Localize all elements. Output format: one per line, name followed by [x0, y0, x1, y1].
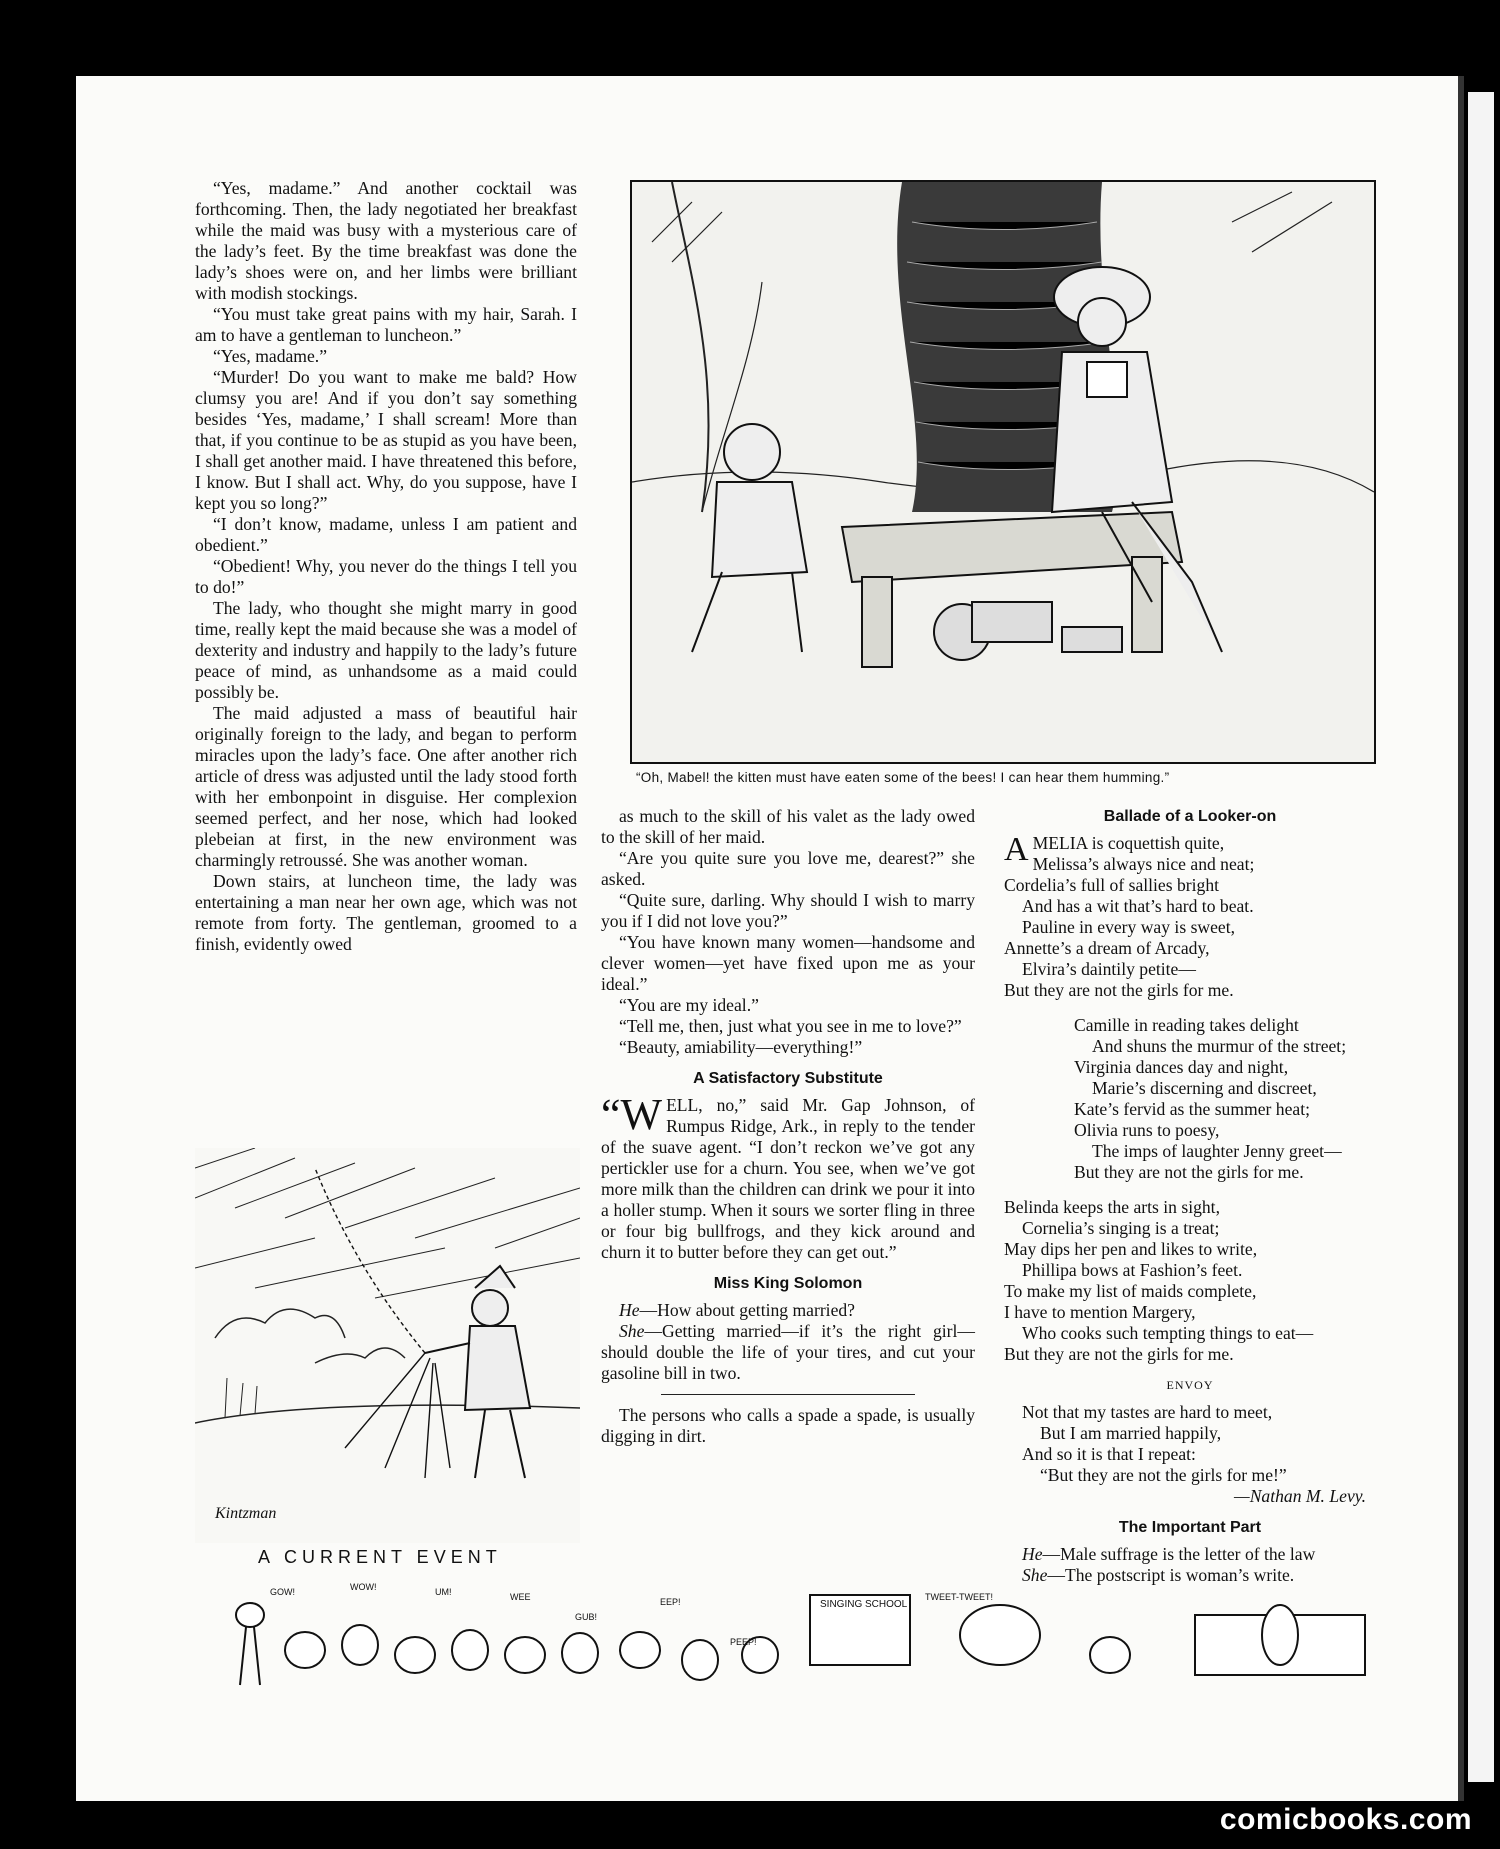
- adjacent-page-strip: [1468, 92, 1494, 1782]
- poem-line: But they are not the girls for me.: [1004, 1344, 1234, 1364]
- tree-bench-illustration: [630, 180, 1376, 764]
- ballade-title: Ballade of a Looker-on: [1103, 808, 1277, 825]
- poem-line: Kate’s fervid as the summer heat;: [1074, 1099, 1310, 1119]
- poem-line: May dips her pen and likes to write,: [1004, 1239, 1258, 1259]
- bird-sound-2: WOW!: [350, 1582, 377, 1592]
- ballade-stanza-1: [1004, 833, 1376, 1001]
- bird-sound-5: GUB!: [575, 1612, 598, 1622]
- watermark: comicbooks.com: [1219, 1803, 1472, 1836]
- substitute-dropcap: “W: [601, 1090, 663, 1139]
- top-illustration-caption: “Oh, Mabel! the kitten must have eaten some of the bees! I can hear them humming.”: [636, 770, 1170, 785]
- poem-line: Not that my tastes are hard to meet,: [1022, 1402, 1273, 1422]
- lightning-bolts: [315, 1168, 450, 1478]
- poem-line: [1004, 854, 1376, 875]
- poem-line: [1004, 980, 1376, 1001]
- tree-bench-drawing: [632, 182, 1374, 762]
- story-paragraph: as much to the skill of his valet as the lady owed to the skill of her maid.: [601, 806, 975, 847]
- substitute-text: ELL, no,” said Mr. Gap Johnson, of Rumpus Ridge, Ark., in reply to the tender of the suave agent. “I don’t reckon we’ve got any pertickler use for a churn. You see, when we’ve got more milk than the children can drink we pour it into a holler stump. When it sours we sorter fling in three or four big bullfrogs, and they kick around and churn it to butter before they can get out.”: [601, 1095, 975, 1262]
- story-paragraph: “Yes, madame.” And another cocktail was forthcoming. Then, the lady negotiated her breakfast while the maid was busy with a mysterious care of the lady’s feet. By the time breakfast was done the lady’s shoes were on, and her limbs were brilliant with modish stockings.: [195, 178, 577, 303]
- story-paragraph: Down stairs, at luncheon time, the lady was entertaining a man near her own age, which was not remote from forty. The gentleman, groomed to a finish, evidently owed: [195, 871, 577, 954]
- bird-sound-6: EEP!: [660, 1597, 681, 1607]
- poem-line: [1004, 875, 1376, 896]
- story-paragraph: The maid adjusted a mass of beautiful hair originally foreign to the lady, and began to perform miracles upon the lady’s face. One after another rich article of dress was adjusted until the lady stood forth with her embonpoint in disguise. Her complexion seemed perfect, and her nose, which had looked plebeian at first, in the new environment was charmingly retroussé. She was another woman.: [195, 703, 577, 870]
- bird-sound-7: PEEP!: [730, 1637, 757, 1647]
- poem-line: [1004, 917, 1376, 938]
- poem-line-text: Melissa’s always nice and neat;: [1032, 854, 1255, 874]
- solomon-title: Miss King Solomon: [713, 1275, 863, 1292]
- poem-line: Olivia runs to poesy,: [1074, 1120, 1220, 1140]
- poem-column: [1004, 806, 1376, 1586]
- important-title: The Important Part: [1118, 1519, 1262, 1536]
- poem-line: Marie’s discerning and discreet,: [1092, 1078, 1317, 1098]
- envoy-stanza: [1004, 1402, 1376, 1486]
- story-paragraph: “You have known many women—handsome and clever women—yet have fixed upon me as your ideal.”: [601, 932, 975, 994]
- bird-sound-3: UM!: [435, 1587, 452, 1597]
- story-paragraph: “Obedient! Why, you never do the things I tell you to do!”: [195, 556, 577, 597]
- envoy-label: ENVOY: [1166, 1378, 1214, 1392]
- poem-line-text: MELIA is coquettish quite,: [1032, 833, 1225, 853]
- poem-line: Belinda keeps the arts in sight,: [1004, 1197, 1220, 1217]
- singing-school-sign: SINGING SCHOOL: [820, 1599, 908, 1610]
- poem-line: [1004, 938, 1376, 959]
- singing-school-border: [210, 1575, 1375, 1713]
- poem-line-text: Elvira’s daintily petite—: [1022, 959, 1196, 979]
- man-with-kite: [425, 1266, 530, 1478]
- story-column-1: [195, 178, 577, 955]
- poem-line: Virginia dances day and night,: [1074, 1057, 1289, 1077]
- solomon-line-she: She—Getting married—if it’s the right girl—should double the life of your tires, and cut your gasoline bill in two.: [601, 1321, 975, 1383]
- current-event-illustration: [195, 1148, 580, 1543]
- current-event-drawing: [195, 1148, 580, 1543]
- page-edge: [1458, 76, 1464, 1801]
- poem-signature: —Nathan M. Levy.: [1234, 1486, 1366, 1506]
- poem-line: Camille in reading takes delight: [1074, 1015, 1299, 1035]
- poem-line: I have to mention Margery,: [1004, 1302, 1196, 1322]
- important-line-she: She—The postscript is woman’s write.: [1022, 1565, 1295, 1585]
- poem-line: [1004, 896, 1376, 917]
- poem-line-text: But they are not the girls for me.: [1004, 980, 1234, 1000]
- story-paragraph: “You must take great pains with my hair, Sarah. I am to have a gentleman to luncheon.”: [195, 304, 577, 345]
- bird-sound-1: GOW!: [270, 1587, 295, 1597]
- poem-line-text: Cordelia’s full of sallies bright: [1004, 875, 1219, 895]
- poem-line-text: And has a wit that’s hard to beat.: [1022, 896, 1254, 916]
- poem-line: And so it is that I repeat:: [1022, 1444, 1196, 1464]
- story-paragraph: “Beauty, amiability—everything!”: [619, 1037, 863, 1057]
- poem-line: [1004, 959, 1376, 980]
- story-paragraph: “Tell me, then, just what you see in me to love?”: [619, 1016, 962, 1036]
- poem-line: The imps of laughter Jenny greet—: [1092, 1141, 1342, 1161]
- story-paragraph: “I don’t know, madame, unless I am patient and obedient.”: [195, 514, 577, 555]
- bird-sound-8: TWEET-TWEET!: [925, 1592, 993, 1602]
- solomon-line-he: He—How about getting married?: [619, 1300, 855, 1320]
- birds-border-drawing: [210, 1575, 1375, 1713]
- bird-sound-4: WEE: [510, 1592, 531, 1602]
- story-column-2: [601, 806, 975, 1447]
- poem-line: To make my list of maids complete,: [1004, 1281, 1257, 1301]
- poem-line-text: Annette’s a dream of Arcady,: [1004, 938, 1210, 958]
- poem-line: Phillipa bows at Fashion’s feet.: [1022, 1260, 1243, 1280]
- poem-line: And shuns the murmur of the street;: [1092, 1036, 1347, 1056]
- substitute-title: A Satisfactory Substitute: [693, 1070, 883, 1087]
- poem-line-text: Pauline in every way is sweet,: [1022, 917, 1236, 937]
- svg-text:Kintzman: Kintzman: [215, 1505, 277, 1522]
- story-paragraph: “You are my ideal.”: [619, 995, 759, 1015]
- current-event-caption: A CURRENT EVENT: [258, 1547, 502, 1567]
- ballade-dropcap: A: [1004, 831, 1029, 868]
- ballade-stanza-2: [1004, 1015, 1376, 1183]
- story-paragraph: “Yes, madame.”: [213, 346, 328, 366]
- poem-line: Cornelia’s singing is a treat;: [1022, 1218, 1220, 1238]
- poem-line: But I am married happily,: [1040, 1423, 1222, 1443]
- story-paragraph: “Murder! Do you want to make me bald? How clumsy you are! And if you don’t say something besides ‘Yes, madame,’ I shall scream! More than that, if you continue to be as stupid as you have been, I shall get another maid. I have threatened this before, I know. But I shall act. Why, do you suppose, have I kept you so long?”: [195, 367, 577, 513]
- story-paragraph: “Are you quite sure you love me, dearest?” she asked.: [601, 848, 975, 889]
- ballade-stanza-3: [1004, 1197, 1376, 1365]
- spade-epigram: The persons who calls a spade a spade, is usually digging in dirt.: [601, 1405, 975, 1446]
- important-line-he: He—Male suffrage is the letter of the law: [1022, 1544, 1316, 1564]
- poem-line: But they are not the girls for me.: [1074, 1162, 1304, 1182]
- divider-rule: [661, 1394, 915, 1395]
- poem-line: Who cooks such tempting things to eat—: [1022, 1323, 1314, 1343]
- poem-line: “But they are not the girls for me!”: [1040, 1465, 1287, 1485]
- story-paragraph: The lady, who thought she might marry in good time, really kept the maid because she was a model of dexterity and industry and happily to the lady’s future peace of mind, as unhandsome as a maid could possibly be.: [195, 598, 577, 702]
- story-paragraph: “Quite sure, darling. Why should I wish to marry you if I did not love you?”: [601, 890, 975, 931]
